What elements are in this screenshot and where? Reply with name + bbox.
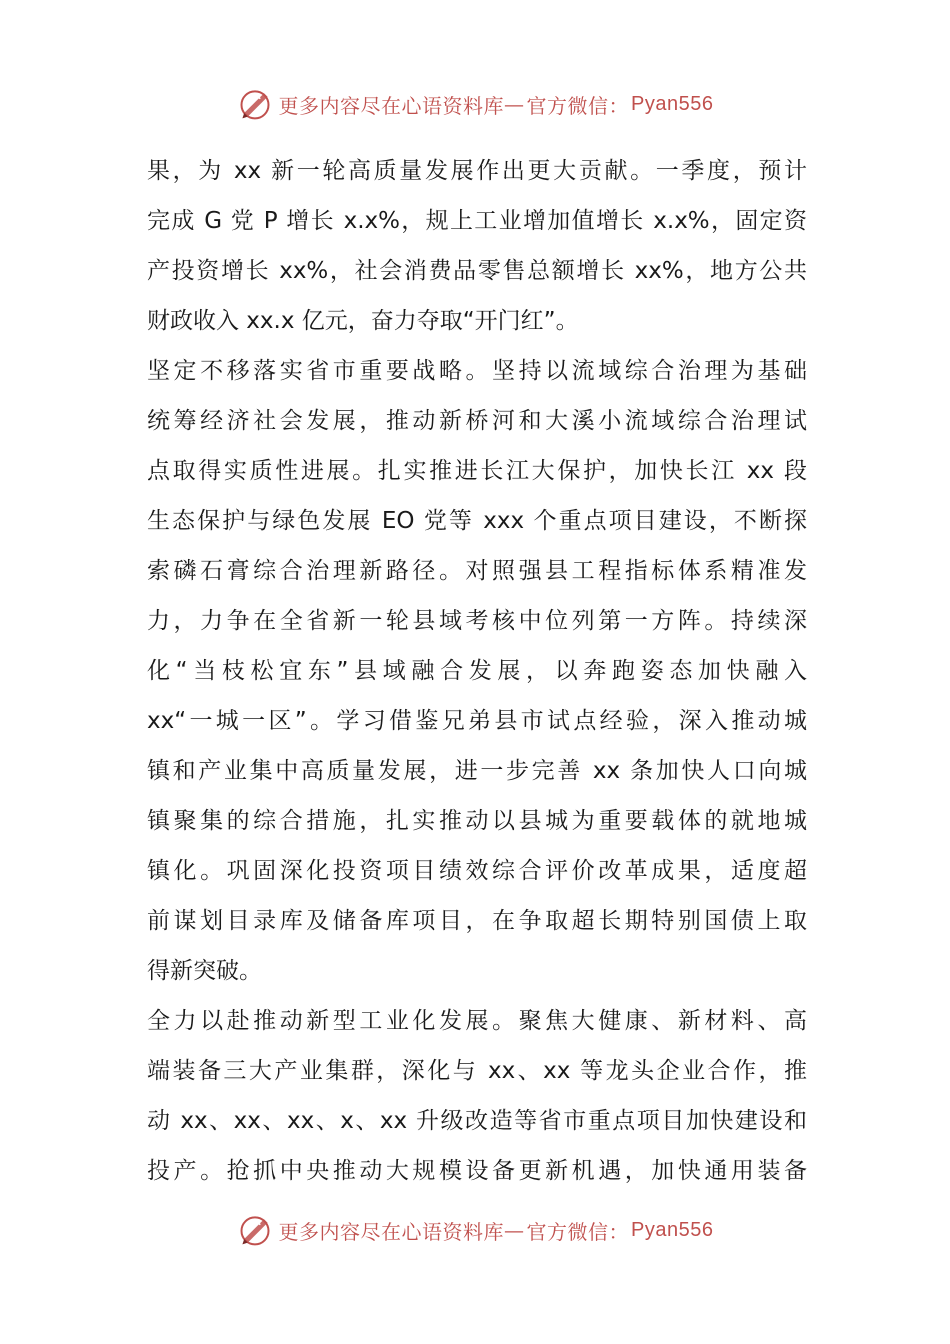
text-line: 生态保护与绿色发展 EO 党等 xxx 个重点项目建设，不断探 xyxy=(147,508,807,534)
text-line: 动 xx、xx、xx、x、xx 升级改造等省市重点项目加快建设和 xyxy=(147,1108,807,1134)
body-text xyxy=(147,146,807,1196)
pen-logo-icon xyxy=(237,86,273,122)
footer-site-text: 更多内容尽在心语资料库 xyxy=(278,1219,505,1244)
text-line: 镇聚集的综合措施，扎实推动以县城为重要载体的就地城 xyxy=(147,808,807,834)
text-line: 得新突破。 xyxy=(147,958,262,984)
pen-logo-icon xyxy=(237,1212,273,1248)
footer-dash: — xyxy=(504,1218,525,1242)
text-line: 镇化。巩固深化投资项目绩效综合评价改革成果，适度超 xyxy=(147,858,807,884)
text-line: 镇和产业集中高质量发展，进一步完善 xx 条加快人口向城 xyxy=(147,758,807,784)
header-wechat-label: 官方微信： xyxy=(526,93,630,118)
footer-banner xyxy=(0,1210,950,1250)
footer-account: Pyan556 xyxy=(631,1218,714,1241)
text-line: 全力以赴推动新型工业化发展。聚焦大健康、新材料、高 xyxy=(147,1008,807,1034)
header-banner xyxy=(0,84,950,124)
header-account: Pyan556 xyxy=(631,92,714,115)
text-line: 投产。抢抓中央推动大规模设备更新机遇，加快通用装备 xyxy=(147,1158,807,1184)
text-line: 财政收入 xx.x 亿元，奋力夺取“开门红”。 xyxy=(147,308,579,334)
header-dash: — xyxy=(504,92,525,116)
text-line: 果，为 xx 新一轮高质量发展作出更大贡献。一季度，预计 xyxy=(147,158,807,184)
footer-wechat-label: 官方微信： xyxy=(526,1219,630,1244)
header-site-text: 更多内容尽在心语资料库 xyxy=(278,93,505,118)
text-line: 点取得实质性进展。扎实推进长江大保护，加快长江 xx 段 xyxy=(147,458,807,484)
text-line: 前谋划目录库及储备库项目，在争取超长期特别国债上取 xyxy=(147,908,807,934)
text-line: 索磷石膏综合治理新路径。对照强县工程指标体系精准发 xyxy=(147,558,807,584)
text-line: 统筹经济社会发展，推动新桥河和大溪小流域综合治理试 xyxy=(147,408,807,434)
text-line: 力，力争在全省新一轮县域考核中位列第一方阵。持续深 xyxy=(147,608,807,634)
text-line: xx“一城一区”。学习借鉴兄弟县市试点经验，深入推动城 xyxy=(147,708,807,734)
text-line: 坚定不移落实省市重要战略。坚持以流域综合治理为基础 xyxy=(147,358,807,384)
text-line: 端装备三大产业集群，深化与 xx、xx 等龙头企业合作，推 xyxy=(147,1058,807,1084)
text-line: 产投资增长 xx%，社会消费品零售总额增长 xx%，地方公共 xyxy=(147,258,807,284)
text-line: 化“当枝松宜东”县域融合发展，以奔跑姿态加快融入 xyxy=(147,658,807,684)
text-line: 完成 G 党 P 增长 x.x%，规上工业增加值增长 x.x%，固定资 xyxy=(147,208,807,234)
